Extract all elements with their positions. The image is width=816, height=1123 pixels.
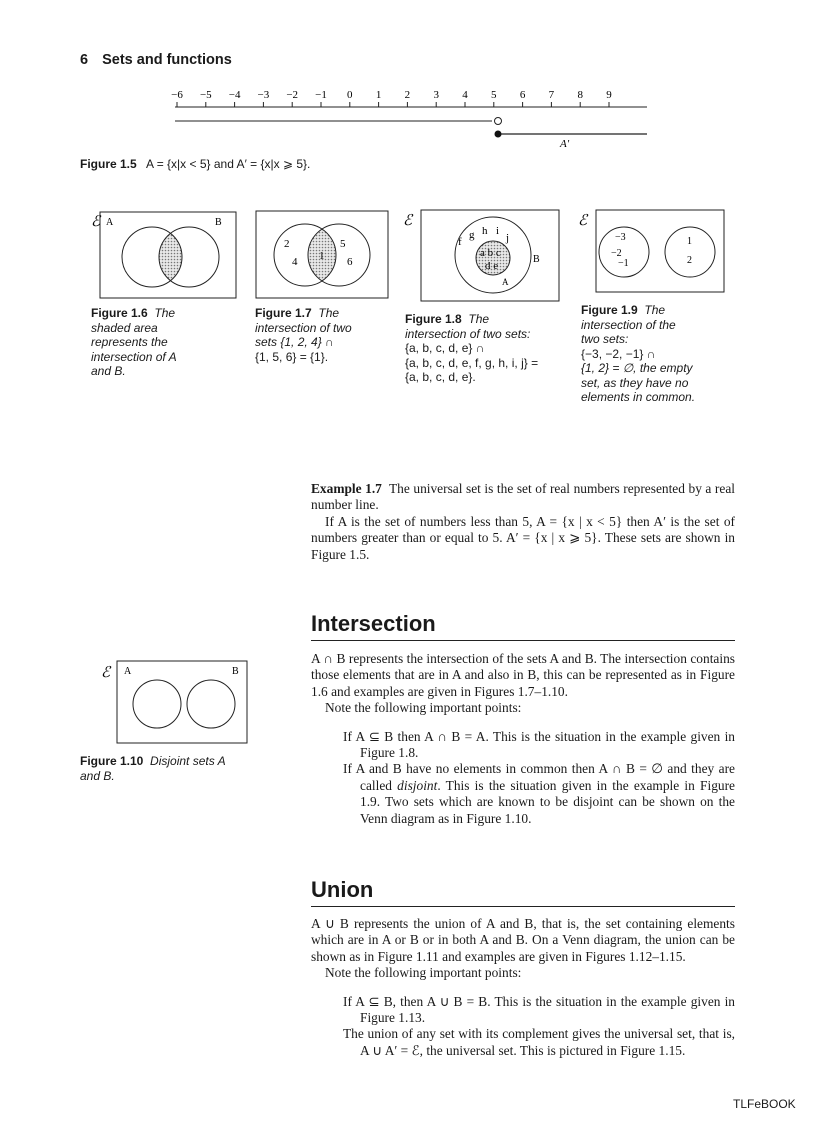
universal-symbol: ℰ [578,213,588,229]
union-body: A ∪ B represents the union of A and B, that is, the set containing elements which are in A or B or in both A and B. On a Venn diagram, the union can be shown as in Figure 1.11 and examples are given in Figures 1.12–1.15. Note the following important points: If A ⊆ B, then A ∪ B = B. This is the situation in the example given in Figure 1.13. The union of any set with its complement gives the universal set, that is, A ∪ A′ = ℰ, the universal set. This is pictured in Figure 1.15. [311,916,735,1058]
venn-figure-1-9 [578,208,726,296]
svg-text:1: 1 [687,236,692,247]
tick-label: 1 [375,89,382,101]
tick-label: 4 [462,89,468,101]
set-b-circle [665,227,715,277]
svg-text:−3: −3 [615,232,626,243]
tick-label: 0 [347,89,353,101]
running-head [80,52,232,68]
venn-figure-1-8 [403,208,561,303]
number-line-figure [160,86,660,148]
set-a-label: A [502,277,509,287]
figure-1-6-caption: Figure 1.6 The shaded area represents the intersection of A and B. [91,306,177,378]
set-b-label: B [533,254,540,265]
tick-label: −2 [286,89,299,101]
intersection-heading: Intersection [311,611,436,636]
complement-label: A′ [560,138,570,150]
element: 4 [292,256,298,268]
tick-label: 8 [577,89,583,101]
tick-label: −3 [257,89,270,101]
open-endpoint [495,118,502,125]
universal-symbol: ℰ [101,665,111,681]
figure-1-9-caption: Figure 1.9 The intersection of the two sets: {−3, −2, −1} ∩ {1, 2} = ∅, the empty set, as they have no elements in common. [581,303,696,404]
tick-label: −4 [228,89,241,101]
set-b-label: B [215,217,222,228]
venn-figure-1-6 [92,210,237,300]
tick-label: 7 [548,89,555,101]
union-heading: Union [311,877,374,902]
figure-1-8-caption: Figure 1.8 The intersection of two sets: {a, b, c, d, e} ∩ {a, b, c, d, e, f, g, h, i, j} = {a, b, c, d, e}. [405,312,539,384]
figure-label: Figure 1.5 [80,157,137,171]
tick-label: −5 [199,89,212,101]
example-1-7: Example 1.7 The universal set is the set of real numbers represented by a real number line. If A is the set of numbers less than 5, A = {x | x < 5} then A′ is the set of numbers greater than or equal to 5. A′ = {x | x ⩾ 5}. These sets are shown in Figure 1.5. [311,481,735,562]
chapter-title: Sets and functions [102,52,232,68]
figure-1-10-caption: Figure 1.10 Disjoint sets A and B. [80,754,226,783]
figure-text: A = {x|x < 5} and A′ = {x|x ⩾ 5}. [146,157,311,171]
set-a-label: A [124,666,132,677]
footer-watermark: TLFeBOOK [733,1097,796,1111]
tick-label: −6 [171,89,183,101]
element: 6 [347,256,353,268]
tick-label: 5 [491,89,497,101]
inner-elements: a b c [480,247,501,259]
example-label: Example 1.7 [311,481,382,496]
svg-text:j: j [506,232,510,244]
set-a-label: A [106,217,114,228]
set-b-circle [187,680,235,728]
page-number: 6 [80,52,89,68]
svg-text:−2: −2 [611,248,622,259]
number-line-ticks [171,89,612,107]
svg-text:f: f [458,236,462,248]
set-a-circle [133,680,181,728]
venn-figure-1-7 [255,210,390,300]
svg-text:h: h [482,225,488,237]
heading-rule [311,640,735,641]
element: 5 [340,238,346,250]
element: 1 [319,250,325,262]
figure-1-5-caption [80,157,310,171]
heading-rule [311,906,735,907]
tick-label: 9 [606,89,612,101]
intersection-body: A ∩ B represents the intersection of the sets A and B. The intersection contains those elements that are in A and also in B, this can be represented as in Figure 1.6 and examples are given in Figures 1.7–1.10. Note the following important points: If A ⊆ B then A ∩ B = A. This is the situation in the example given in Figure 1.8. If A and B have no elements in common then A ∩ B = ∅ and they are called disjoint. This is the situation given in the example in Figure 1.9. Two sets which are known to be disjoint can be shown on the Venn diagram as in Figure 1.10. [311,651,735,826]
element: 2 [284,238,290,250]
universal-symbol: ℰ [403,213,413,229]
universal-symbol: ℰ [91,214,101,230]
tick-label: 2 [404,89,411,101]
inner-elements: d e [485,260,499,272]
svg-text:−1: −1 [618,258,629,269]
figure-1-7-caption: Figure 1.7 The intersection of two sets {1, 2, 4} ∩ {1, 5, 6} = {1}. [255,306,352,364]
tick-label: 3 [433,89,439,101]
svg-text:g: g [469,229,475,241]
set-b-label: B [232,666,239,677]
closed-endpoint [495,131,502,138]
tick-label: 6 [519,89,526,101]
venn-figure-1-10 [101,656,249,746]
tick-label: −1 [315,89,327,101]
svg-text:2: 2 [687,255,692,266]
svg-text:i: i [496,225,500,237]
